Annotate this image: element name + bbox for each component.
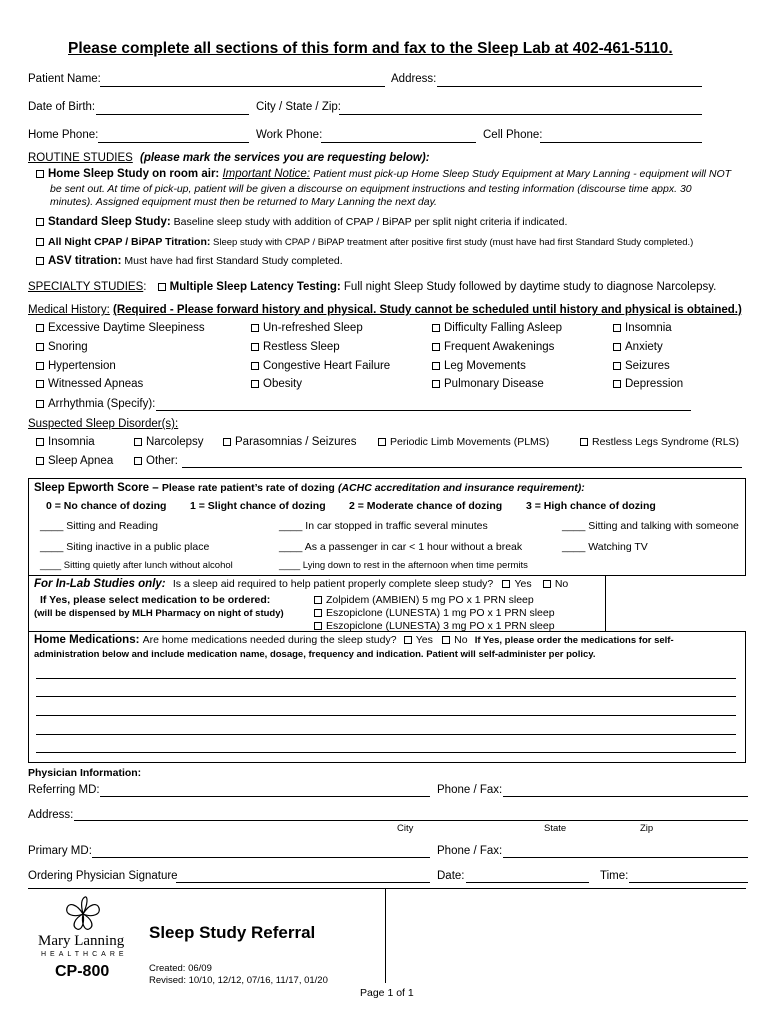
history-item	[36, 360, 116, 372]
home-study-line3: minutes). Assigned equipment must then be returned to Mary Lanning the next day.	[50, 196, 437, 208]
inlab-select-label: If Yes, please select medication to be ordered:	[40, 594, 271, 606]
footer-vertical-divider	[385, 889, 386, 983]
history-label: Difficulty Falling Asleep	[444, 322, 563, 334]
epworth-blank[interactable]: ____	[279, 541, 303, 553]
epworth-item	[279, 541, 522, 553]
time-label: Time:	[600, 870, 629, 882]
epworth-item	[40, 560, 233, 571]
epworth-subtitle-italic: (ACHC accreditation and insurance requirement):	[337, 482, 585, 494]
inlab-question: Is a sleep aid required to help patient properly complete sleep study?	[172, 578, 494, 590]
med-label: Zolpidem (AMBIEN) 5 mg PO x 1 PRN sleep	[326, 594, 534, 606]
inlab-no-label: No	[554, 578, 569, 590]
page-number: Page 1 of 1	[360, 987, 414, 999]
routine-heading-text: ROUTINE STUDIES	[28, 152, 133, 164]
home-meds-line[interactable]	[36, 734, 736, 735]
epworth-situation: Siting inactive in a public place	[66, 541, 210, 553]
cpap-title: All Night CPAP / BiPAP Titration:	[48, 236, 211, 248]
epworth-item	[279, 520, 488, 532]
history-checkbox[interactable]	[613, 343, 621, 351]
history-label: Depression	[625, 378, 684, 390]
epworth-situation: Lying down to rest in the afternoon when time permits	[302, 560, 528, 571]
epworth-item	[562, 541, 648, 553]
asv-title: ASV titration:	[48, 255, 122, 267]
home-study-line2: be sent out. At time of pick-up, patient will be given a discourse on equipment instructions and testing information (discourse time appx. 30	[50, 183, 692, 195]
history-label: Hypertension	[48, 360, 116, 372]
history-checkbox[interactable]	[432, 362, 440, 370]
home-study-title: Home Sleep Study on room air:	[48, 168, 220, 180]
primary-md-label: Primary MD:	[28, 845, 92, 857]
date-field[interactable]	[466, 882, 589, 883]
history-label: Obesity	[263, 378, 302, 390]
history-item	[432, 341, 554, 353]
physician-address-label: Address:	[28, 809, 74, 821]
suspected-label: Narcolepsy	[146, 436, 204, 448]
referring-phone-field[interactable]	[503, 796, 748, 797]
inlab-yes-checkbox[interactable]	[502, 580, 510, 588]
suspected-checkbox[interactable]	[36, 438, 44, 446]
history-item	[251, 360, 390, 372]
history-checkbox[interactable]	[251, 362, 259, 370]
asv-checkbox[interactable]	[36, 257, 44, 265]
inlab-yes-label: Yes	[514, 578, 532, 590]
date-label: Date:	[437, 870, 465, 882]
routine-studies-heading	[28, 152, 430, 164]
epworth-scale: 1 = Slight chance of dozing	[190, 500, 326, 512]
epworth-situation: Sitting quietly after lunch without alcohol	[63, 560, 233, 571]
cell-phone-label: Cell Phone:	[483, 129, 543, 141]
primary-md-field[interactable]	[92, 857, 430, 858]
patient-name-field[interactable]	[100, 86, 385, 87]
standard-study-desc: Baseline sleep study with addition of CPAP / BiPAP per split night criteria if indicated.	[173, 216, 568, 228]
work-phone-label: Work Phone:	[256, 129, 323, 141]
home-phone-label: Home Phone:	[28, 129, 99, 141]
history-item	[36, 341, 88, 353]
suspected-item	[378, 436, 549, 448]
history-item	[432, 360, 526, 372]
other-disorder-field[interactable]	[182, 467, 742, 468]
med-label: Eszopiclone (LUNESTA) 3 mg PO x 1 PRN sleep	[326, 620, 555, 632]
history-item	[432, 322, 562, 334]
epworth-situation: Sitting and talking with someone	[588, 520, 739, 532]
home-meds-line[interactable]	[36, 678, 736, 679]
history-checkbox[interactable]	[251, 380, 259, 388]
med-option	[314, 594, 534, 606]
created-date: Created: 06/09	[149, 963, 212, 974]
history-item	[36, 322, 205, 334]
suspected-label: Parasomnias / Seizures	[235, 436, 357, 448]
epworth-blank[interactable]: ____	[40, 541, 64, 553]
history-heading-note: (Required - Please forward history and physical. Study cannot be scheduled until history and physical is obtained.)	[113, 304, 742, 316]
epworth-situation: In car stopped in traffic several minutes	[305, 520, 488, 532]
form-footer-title: Sleep Study Referral	[149, 923, 316, 942]
medical-history-heading	[28, 304, 742, 316]
history-label: Excessive Daytime Sleepiness	[48, 322, 205, 334]
history-checkbox[interactable]	[251, 343, 259, 351]
history-item	[613, 378, 683, 390]
home-meds-yes-label: Yes	[415, 634, 433, 646]
arrhythmia-label: Arrhythmia (Specify):	[48, 398, 156, 410]
mary-lanning-logo-icon	[61, 894, 105, 934]
epworth-title: Sleep Epworth Score	[34, 482, 150, 494]
history-label: Un-refreshed Sleep	[263, 322, 363, 334]
epworth-item	[279, 560, 528, 571]
home-meds-row	[34, 634, 674, 646]
patient-name-label: Patient Name:	[28, 73, 101, 85]
epworth-scale: 0 = No chance of dozing	[46, 500, 167, 512]
suspected-checkbox[interactable]	[223, 438, 231, 446]
epworth-situation: Sitting and Reading	[66, 520, 158, 532]
cell-phone-field[interactable]	[540, 142, 702, 143]
arrhythmia-field[interactable]	[156, 410, 691, 411]
city-state-zip-field[interactable]	[339, 114, 702, 115]
primary-phone-field[interactable]	[503, 857, 748, 858]
primary-phone-label: Phone / Fax:	[437, 845, 503, 857]
history-checkbox[interactable]	[36, 362, 44, 370]
suspected-checkbox[interactable]	[580, 438, 588, 446]
history-label: Restless Sleep	[263, 341, 340, 353]
history-checkbox[interactable]	[36, 343, 44, 351]
epworth-blank[interactable]: ____	[40, 560, 62, 571]
home-meds-line[interactable]	[36, 752, 736, 753]
history-label: Pulmonary Disease	[444, 378, 544, 390]
home-meds-line[interactable]	[36, 715, 736, 716]
suspected-checkbox[interactable]	[134, 438, 142, 446]
epworth-blank[interactable]: ____	[562, 541, 586, 553]
inlab-no-checkbox[interactable]	[543, 580, 551, 588]
suspected-checkbox[interactable]	[378, 438, 386, 446]
arrhythmia-item	[36, 398, 155, 410]
history-item	[613, 360, 670, 372]
standard-study-checkbox[interactable]	[36, 218, 44, 226]
signature-label: Ordering Physician Signature	[28, 870, 178, 882]
med-label: Eszopiclone (LUNESTA) 1 mg PO x 1 PRN sleep	[326, 607, 555, 619]
history-label: Witnessed Apneas	[48, 378, 144, 390]
revised-dates: Revised: 10/10, 12/12, 07/16, 11/17, 01/20	[149, 975, 328, 986]
specialty-studies-row: SPECIALTY STUDIES: Multiple Sleep Latency Testing: Full night Sleep Study followed by daytime study to diagnose Narcolepsy.	[28, 281, 717, 293]
city-caption: City	[397, 823, 414, 834]
history-item	[36, 378, 143, 390]
suspected-item	[134, 455, 178, 467]
suspected-label: Restless Legs Syndrome (RLS)	[592, 436, 740, 448]
med-checkbox[interactable]	[314, 609, 322, 617]
suspected-item	[134, 436, 204, 448]
zip-caption: Zip	[640, 823, 654, 834]
history-label: Leg Movements	[444, 360, 526, 372]
home-meds-yes-checkbox[interactable]	[404, 636, 412, 644]
home-meds-instr2: administration below and include medication name, dosage, frequency and indication. Patient will self-administer per policy.	[34, 649, 596, 660]
epworth-item	[40, 520, 158, 532]
history-checkbox[interactable]	[613, 362, 621, 370]
history-label: Seizures	[625, 360, 670, 372]
physician-address-field[interactable]	[74, 820, 748, 821]
cpap-checkbox[interactable]	[36, 238, 44, 246]
history-label: Anxiety	[625, 341, 663, 353]
history-checkbox[interactable]	[613, 380, 621, 388]
epworth-situation: Watching TV	[588, 541, 648, 553]
med-checkbox[interactable]	[314, 596, 322, 604]
time-field[interactable]	[629, 882, 748, 883]
history-checkbox[interactable]	[613, 324, 621, 332]
suspected-label: Sleep Apnea	[48, 455, 114, 467]
suspected-item	[580, 436, 739, 448]
history-checkbox[interactable]	[36, 380, 44, 388]
home-study-option	[36, 168, 731, 180]
dob-field[interactable]	[96, 114, 249, 115]
suspected-checkbox[interactable]	[134, 457, 142, 465]
home-meds-heading: Home Medications:	[34, 634, 140, 646]
history-item	[251, 378, 302, 390]
inlab-heading: For In-Lab Studies only:	[34, 578, 166, 590]
asv-desc: Must have had first Standard Study completed.	[124, 255, 343, 267]
history-checkbox[interactable]	[432, 343, 440, 351]
cpap-desc: Sleep study with CPAP / BiPAP treatment after positive first study (must have had first Standard Study completed.)	[213, 237, 694, 248]
epworth-blank[interactable]: ____	[562, 520, 586, 532]
med-checkbox[interactable]	[314, 622, 322, 630]
suspected-label: Periodic Limb Movements (PLMS)	[390, 436, 550, 448]
suspected-item	[36, 455, 113, 467]
home-meds-instr1: If Yes, please order the medications for self-	[474, 635, 674, 646]
epworth-scale: 2 = Moderate chance of dozing	[349, 500, 503, 512]
mslt-checkbox[interactable]	[158, 283, 166, 291]
suspected-heading: Suspected Sleep Disorder(s):	[28, 418, 179, 430]
history-item	[432, 378, 544, 390]
referring-md-field[interactable]	[100, 796, 430, 797]
inlab-dispense-note: (will be dispensed by MLH Pharmacy on night of study)	[34, 608, 284, 619]
address-field[interactable]	[437, 86, 702, 87]
footer-divider	[28, 888, 746, 889]
home-meds-no-checkbox[interactable]	[442, 636, 450, 644]
mslt-title: Multiple Sleep Latency Testing:	[169, 281, 341, 293]
history-checkbox[interactable]	[432, 380, 440, 388]
home-meds-line[interactable]	[36, 696, 736, 697]
address-label: Address:	[391, 73, 437, 85]
history-label: Snoring	[48, 341, 88, 353]
routine-heading-note: (please mark the services you are requesting below):	[140, 152, 430, 164]
referring-phone-label: Phone / Fax:	[437, 784, 503, 796]
dob-label: Date of Birth:	[28, 101, 96, 113]
form-code: CP-800	[55, 963, 110, 980]
suspected-label: Other:	[146, 455, 178, 467]
suspected-item	[36, 436, 95, 448]
mslt-desc: Full night Sleep Study followed by daytime study to diagnose Narcolepsy.	[343, 281, 717, 293]
state-caption: State	[544, 823, 567, 834]
home-meds-question: Are home medications needed during the sleep study?	[142, 634, 397, 646]
arrhythmia-checkbox[interactable]	[36, 400, 44, 408]
inlab-row	[34, 578, 568, 590]
epworth-item	[562, 520, 739, 532]
specialty-heading: SPECIALTY STUDIES	[28, 281, 144, 293]
epworth-scale: 3 = High chance of dozing	[526, 500, 656, 512]
suspected-checkbox[interactable]	[36, 457, 44, 465]
history-item	[251, 341, 340, 353]
epworth-blank[interactable]: ____	[279, 560, 301, 571]
city-state-zip-label: City / State / Zip:	[256, 101, 341, 113]
history-item	[251, 322, 363, 334]
epworth-subtitle: Please rate patient’s rate of dozing	[161, 482, 335, 494]
referring-md-label: Referring MD:	[28, 784, 100, 796]
work-phone-field[interactable]	[321, 142, 476, 143]
standard-study-title: Standard Sleep Study:	[48, 216, 171, 228]
history-item	[613, 341, 663, 353]
epworth-situation: As a passenger in car < 1 hour without a break	[304, 541, 523, 553]
cpap-option	[36, 236, 693, 248]
suspected-item	[223, 436, 356, 448]
home-study-checkbox[interactable]	[36, 170, 44, 178]
history-checkbox[interactable]	[36, 324, 44, 332]
form-title: Please complete all sections of this form and fax to the Sleep Lab at 402-461-5110.	[68, 40, 673, 57]
home-meds-no-label: No	[454, 634, 468, 646]
history-heading-text: Medical History:	[28, 304, 110, 316]
epworth-blank[interactable]: ____	[40, 520, 64, 532]
physician-heading: Physician Information:	[28, 767, 142, 779]
signature-field[interactable]	[176, 882, 430, 883]
suspected-label: Insomnia	[48, 436, 95, 448]
history-label: Congestive Heart Failure	[263, 360, 391, 372]
epworth-item	[40, 541, 209, 553]
logo-name: Mary Lanning	[38, 933, 125, 949]
history-label: Insomnia	[625, 322, 672, 334]
standard-study-option	[36, 216, 567, 228]
home-phone-field[interactable]	[98, 142, 249, 143]
logo-subtitle: HEALTHCARE	[41, 951, 128, 958]
asv-option	[36, 255, 343, 267]
epworth-blank[interactable]: ____	[279, 520, 303, 532]
home-study-line1: Patient must pick-up Home Sleep Study Equipment at Mary Lanning - equipment will NOT	[313, 168, 732, 180]
history-item	[613, 322, 672, 334]
med-option	[314, 607, 555, 619]
history-checkbox[interactable]	[251, 324, 259, 332]
history-checkbox[interactable]	[432, 324, 440, 332]
history-label: Frequent Awakenings	[444, 341, 555, 353]
home-study-notice: Important Notice:	[222, 168, 311, 180]
epworth-heading: Sleep Epworth Score – Please rate patient’s rate of dozing (ACHC accreditation and insurance requirement):	[34, 482, 585, 494]
